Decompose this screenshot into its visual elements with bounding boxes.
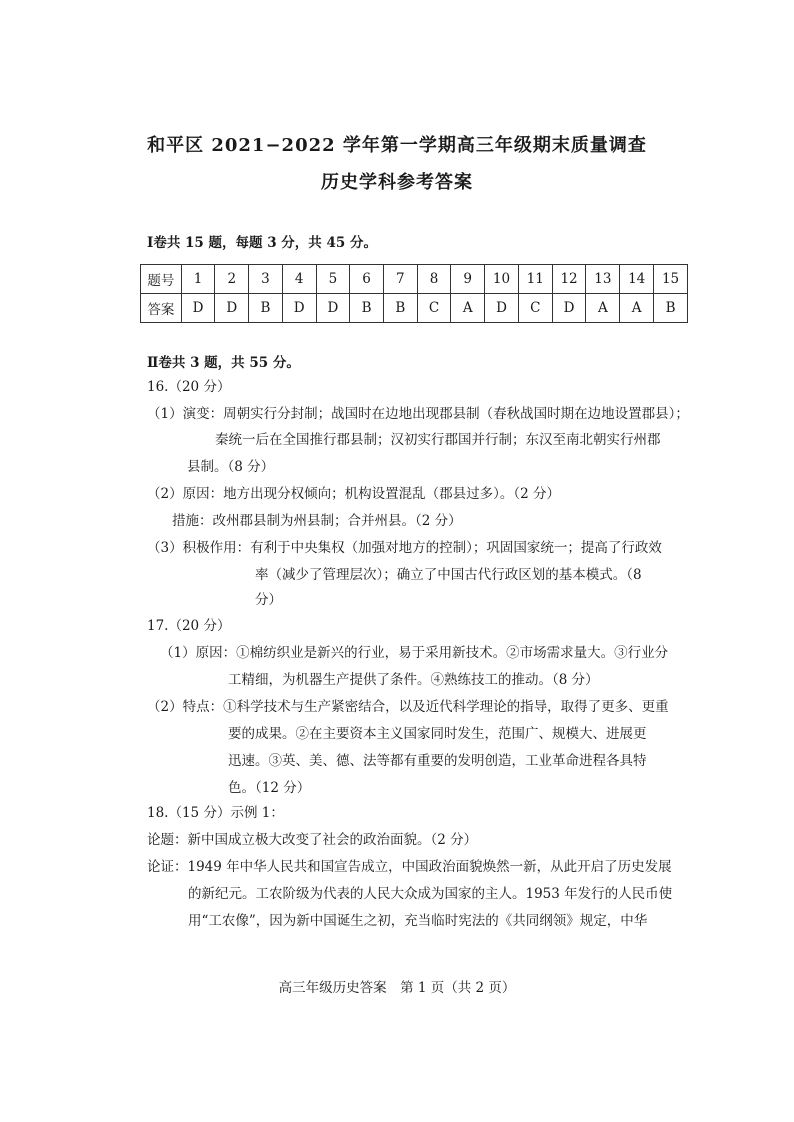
question-18-heading: 18.（15 分）示例 1： xyxy=(147,805,284,821)
question-number-cell: 14 xyxy=(620,265,654,294)
answer-line: 措施：改州郡县制为州县制；合并州县。（2 分） xyxy=(172,513,462,529)
answer-line: （3）积极作用：有利于中央集权（加强对地方的控制）；巩固国家统一；提高了行政效 xyxy=(147,540,662,556)
question-number-cell: 6 xyxy=(350,265,384,294)
answer-table xyxy=(140,264,688,323)
question-17-heading: 17.（20 分） xyxy=(147,618,231,634)
answer-line: 用“工农像”，因为新中国诞生之初，充当临时宪法的《共同纲领》规定，中华 xyxy=(188,913,648,929)
answer-line: （1）演变：周朝实行分封制；战国时在边地出现郡县制（春秋战国时期在边地设置郡县）； xyxy=(147,406,689,422)
question-number-cell: 13 xyxy=(586,265,620,294)
part2-intro: Ⅱ卷共 3 题，共 55 分。 xyxy=(147,355,300,371)
question-number-cell: 4 xyxy=(282,265,316,294)
answer-cell: D xyxy=(215,294,249,323)
answer-cell: B xyxy=(654,294,688,323)
answer-cell: B xyxy=(249,294,283,323)
document-subtitle: 历史学科参考答案 xyxy=(321,172,473,193)
answer-line: 论证：1949 年中华人民共和国宣告成立，中国政治面貌焕然一新，从此开启了历史发展 xyxy=(147,859,672,875)
question-number-cell: 15 xyxy=(654,265,688,294)
answer-line: 秦统一后在全国推行郡县制；汉初实行郡国并行制；东汉至南北朝实行州郡 xyxy=(215,432,661,448)
table-row xyxy=(141,265,688,294)
question-number-cell: 7 xyxy=(383,265,417,294)
answer-line: （2）原因：地方出现分权倾向；机构设置混乱（郡县过多）。（2 分） xyxy=(147,486,560,502)
answer-cell: D xyxy=(552,294,586,323)
question-number-cell: 5 xyxy=(316,265,350,294)
part1-intro: Ⅰ卷共 15 题，每题 3 分，共 45 分。 xyxy=(147,235,377,251)
answer-line: 工精细，为机器生产提供了条件。④熟练技工的推动。（8 分） xyxy=(228,672,599,688)
answer-cell: D xyxy=(181,294,215,323)
answer-cell: D xyxy=(485,294,519,323)
question-number-cell: 3 xyxy=(249,265,283,294)
answer-line: 论题：新中国成立极大改变了社会的政治面貌。（2 分） xyxy=(147,832,478,848)
answer-cell: C xyxy=(518,294,552,323)
question-number-cell: 1 xyxy=(181,265,215,294)
question-number-cell: 2 xyxy=(215,265,249,294)
answer-cell: B xyxy=(383,294,417,323)
answer-line: 县制。（8 分） xyxy=(187,459,275,475)
page-footer: 高三年级历史答案 第 1 页（共 2 页） xyxy=(278,980,516,996)
answer-cell: D xyxy=(316,294,350,323)
answer-line: （2）特点：①科学技术与生产紧密结合，以及近代科学理论的指导，取得了更多、更重 xyxy=(147,699,669,715)
answer-cell: B xyxy=(350,294,384,323)
answer-cell: A xyxy=(620,294,654,323)
answer-line: 率（减少了管理层次）；确立了中国古代行政区划的基本模式。（8 xyxy=(255,567,642,583)
answer-line: 色。（12 分） xyxy=(228,780,311,796)
table-row-label: 答案 xyxy=(141,294,182,323)
table-row xyxy=(141,294,688,323)
answer-line: 要的成果。②在主要资本主义国家同时发生，范围广、规模大、进展更 xyxy=(228,726,647,742)
answer-line: （1）原因：①棉纺织业是新兴的行业，易于采用新技术。②市场需求量大。③行业分 xyxy=(160,645,669,661)
table-row-label: 题号 xyxy=(141,265,182,294)
answer-cell: A xyxy=(586,294,620,323)
question-number-cell: 8 xyxy=(417,265,451,294)
answer-cell: D xyxy=(282,294,316,323)
answer-cell: C xyxy=(417,294,451,323)
answer-line: 的新纪元。工农阶级为代表的人民大众成为国家的主人。1953 年发行的人民币使 xyxy=(188,886,673,902)
answer-line: 分） xyxy=(255,592,282,608)
answer-cell: A xyxy=(451,294,485,323)
question-number-cell: 11 xyxy=(518,265,552,294)
question-number-cell: 12 xyxy=(552,265,586,294)
question-16-heading: 16.（20 分） xyxy=(147,379,231,395)
question-number-cell: 9 xyxy=(451,265,485,294)
answer-line: 迅速。③英、美、德、法等都有重要的发明创造，工业革命进程各具特 xyxy=(228,753,647,769)
document-title: 和平区 2021−2022 学年第一学期高三年级期末质量调查 xyxy=(147,135,647,156)
question-number-cell: 10 xyxy=(485,265,519,294)
